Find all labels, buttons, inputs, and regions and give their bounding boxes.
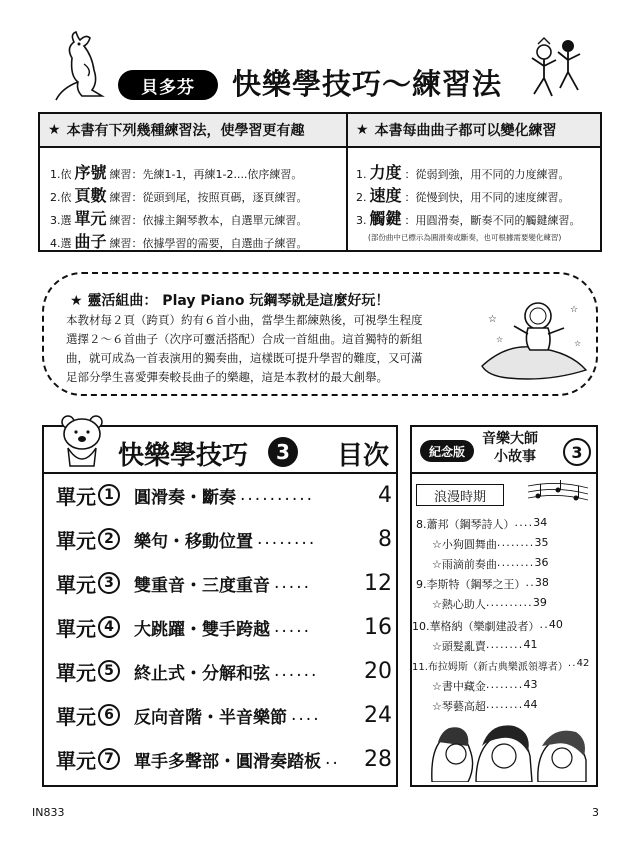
story-item[interactable]: ☆琴藝高超 ........ 44 (432, 698, 538, 713)
romantic-period-label: 浪漫時期 (416, 484, 504, 506)
suite-description (66, 311, 496, 387)
star-icon: ★ (356, 122, 369, 138)
page-number: 3 (592, 806, 599, 819)
story-item[interactable]: 10.華格納（樂劇建設者） .. 40 (412, 618, 563, 633)
toc-item[interactable]: 單元 1 圓滑奏・斷奏 .......... 4 (56, 482, 392, 509)
toc-item[interactable]: 單元 2 樂句・移動位置 ........ 8 (56, 526, 392, 553)
story-item[interactable]: ☆頭髮亂賣 ........ 41 (432, 638, 538, 653)
practice-methods-table (38, 112, 602, 252)
method-row: 3.選 單元 練習：依據主鋼琴教本，自選單元練習。 (50, 209, 308, 228)
svg-text:☆: ☆ (574, 339, 582, 348)
methods-left-title: 本書有下列幾種練習法，使學習更有趣 (66, 123, 305, 139)
variation-row: 3. 觸鍵 ：用圓滑奏，斷奏不同的觸鍵練習。 (356, 209, 581, 228)
story-item[interactable]: ☆書中藏金 ........ 43 (432, 678, 538, 693)
suite-line: 本教材每２頁（跨頁）約有６首小曲，當學生都練熟後，可視學生程度 (66, 313, 423, 327)
toc-divider (42, 472, 398, 474)
dancing-kids-illustration (524, 32, 586, 104)
stories-title-line2: 小故事 (494, 449, 536, 465)
commemorative-badge: 紀念版 (420, 440, 474, 462)
toc-item[interactable]: 單元 5 終止式・分解和弦 ...... 20 (56, 658, 392, 685)
method-row: 4.選 曲子 練習：依據學習的需要，自選曲子練習。 (50, 232, 308, 251)
method-row: 2.依 頁數 練習：從頭到尾，按照頁碼，逐頁練習。 (50, 186, 308, 205)
book-number-badge: 3 (268, 437, 298, 467)
suite-line: 足部分學生喜愛彈奏較長曲子的樂趣，這是本教材的最大創舉。 (66, 370, 388, 384)
variation-note: (部份曲中已標示為圓滑奏或斷奏，也可根據需要變化練習) (368, 233, 562, 242)
toc-title: 快樂學技巧 (118, 441, 249, 471)
methods-right-header (348, 114, 600, 148)
story-item[interactable]: 8.蕭邦（鋼琴詩人） .... 34 (416, 516, 548, 531)
story-item[interactable]: 11.布拉姆斯（新古典樂派領導者） .. 42 (412, 658, 590, 673)
bear-illustration (54, 410, 110, 474)
story-item[interactable]: ☆小狗圓舞曲 ........ 35 (432, 536, 549, 551)
star-icon: ★ (70, 293, 88, 309)
story-item[interactable]: ☆雨滴前奏曲 ........ 36 (432, 556, 549, 571)
toc-item[interactable]: 單元 7 單手多聲部・圓滑奏踏板 .. 28 (56, 746, 392, 773)
variation-row: 1. 力度 ：從弱到強，用不同的力度練習。 (356, 163, 570, 182)
variation-row: 2. 速度 ：從慢到快，用不同的速度練習。 (356, 186, 570, 205)
svg-text:☆: ☆ (570, 305, 579, 315)
music-notes-illustration (524, 478, 592, 510)
kangaroo-illustration (52, 30, 118, 102)
methods-divider (346, 148, 348, 250)
stories-number-badge: 3 (563, 438, 591, 466)
methods-left-header (40, 114, 348, 148)
svg-text:☆: ☆ (496, 335, 504, 344)
suite-line: 曲，就可成為一首表演用的獨奏曲，這樣既可提升學習的難度，又可滿 (66, 351, 423, 365)
star-icon: ★ (48, 122, 61, 138)
story-item[interactable]: 9.李斯特（鋼琴之王） .. 38 (416, 576, 549, 591)
suite-line: 選擇２～６首曲子（次序可靈活搭配）合成一首組曲。這首獨特的新組 (66, 332, 423, 346)
stories-title-line1: 音樂大師 (482, 431, 538, 447)
toc-label: 目次 (337, 441, 390, 471)
method-row: 1.依 序號 練習：先練1-1，再練1-2....依序練習。 (50, 163, 303, 182)
toc-item[interactable]: 單元 4 大跳躍・雙手跨越 ..... 16 (56, 614, 392, 641)
beethoven-logo: 貝多芬 (118, 70, 218, 100)
book-code: IN833 (32, 806, 65, 819)
svg-text:☆: ☆ (488, 314, 497, 325)
suite-title: ★ 靈活組曲： Play Piano 玩鋼琴就是這麼好玩！ (70, 293, 390, 309)
methods-right-title: 本書每曲曲子都可以變化練習 (374, 123, 557, 139)
story-item[interactable]: ☆熱心助人 .......... 39 (432, 596, 547, 611)
page-title: 快樂學技巧～練習法 (232, 67, 503, 101)
composers-illustration (420, 716, 592, 782)
astronaut-illustration (478, 292, 590, 384)
toc-item[interactable]: 單元 6 反向音階・半音樂節 .... 24 (56, 702, 392, 729)
stories-divider (410, 472, 598, 474)
toc-item[interactable]: 單元 3 雙重音・三度重音 ..... 12 (56, 570, 392, 597)
